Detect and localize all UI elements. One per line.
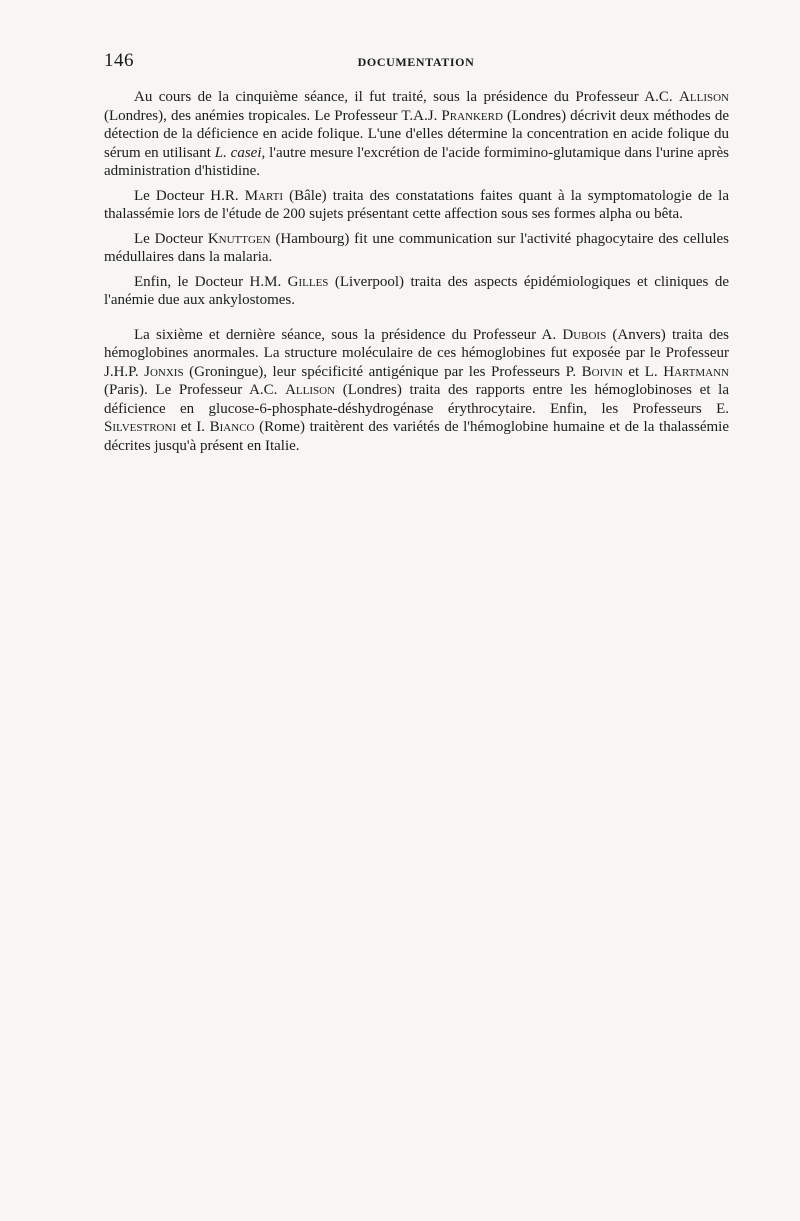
- person-name: Hartmann: [663, 363, 729, 380]
- person-name: Marti: [244, 187, 284, 204]
- person-name: Bianco: [209, 419, 255, 435]
- person-name: Gilles: [287, 273, 329, 290]
- text-span: et L.: [622, 363, 664, 380]
- text-span: (Hambourg) fit une communication sur l'activité phagocytaire des cellules médullaires dans la malaria.: [104, 230, 729, 265]
- text-span: Au cours de la cinquième séance, il fut traité, sous la présidence du Professeur A.C.: [134, 89, 680, 105]
- person-name: Allison: [679, 89, 729, 105]
- text-span: l'autre mesure l'excrétion de l'acide formimino-glutamique dans l'urine après administration d'histidine.: [104, 144, 729, 179]
- text-span: (Anvers) traita des hémoglobines anormales. La structure moléculaire de ces hémoglobines fut exposée par le Professeur J.H.P.: [104, 326, 730, 380]
- paragraph-sixth-session: [104, 326, 729, 456]
- text-span: (Liverpool) traita des aspects épidémiologiques et cliniques de l'anémie due aux ankylostomes.: [104, 273, 729, 308]
- page-header: [104, 50, 728, 76]
- person-name: Prankerd: [441, 107, 503, 124]
- text-span: (Bâle) traita des constatations faites quant à la symptomatologie de la thalassémie lors de l'étude de 200 sujets présentant cette affection sous ses formes alpha ou bêta.: [104, 187, 729, 222]
- text-span: (Londres) décrivit deux méthodes de détection de la déficience en acide folique. L'une d'elles détermine la concentration en acide folique du sérum en utilisant: [104, 107, 729, 161]
- text-span: et I.: [176, 419, 210, 435]
- paragraph-fifth-session: [104, 88, 729, 181]
- person-name: Knuttgen: [207, 230, 271, 247]
- paragraph-gilles: [104, 273, 729, 310]
- text-span: (Groningue), leur spécificité antigénique par les Professeurs P.: [183, 363, 582, 380]
- text-span: (Londres) traita des rapports entre les hémoglobinoses et la déficience en glucose-6-phosphate-déshydrogénase érythrocytaire. Enfin, les Professeurs E.: [104, 382, 730, 417]
- page-number: 146: [104, 50, 134, 71]
- person-name: Boivin: [581, 363, 623, 380]
- text-span: Le Docteur H.R.: [134, 187, 245, 204]
- paragraph-knuttgen: [104, 230, 729, 267]
- paragraph-marti: [104, 187, 729, 224]
- body-text: [104, 88, 729, 461]
- person-name: Dubois: [562, 326, 607, 343]
- person-name: Jonxis: [144, 363, 184, 380]
- running-title: DOCUMENTATION: [357, 55, 475, 69]
- text-span: La sixième et dernière séance, sous la présidence du Professeur A.: [134, 326, 563, 343]
- person-name: Silvestroni: [104, 419, 177, 435]
- person-name: Allison: [285, 382, 336, 398]
- text-span: (Rome) traitèrent des variétés de l'hémoglobine humaine et de la thalassémie décrites jusqu'à présent en Italie.: [104, 419, 729, 454]
- text-span: Enfin, le Docteur H.M.: [134, 273, 288, 290]
- text-span: (Paris). Le Professeur A.C.: [104, 382, 286, 398]
- text-span: (Londres), des anémies tropicales. Le Professeur T.A.J.: [104, 107, 442, 124]
- text-span: Le Docteur: [134, 230, 208, 247]
- species-name: L. casei,: [214, 144, 266, 161]
